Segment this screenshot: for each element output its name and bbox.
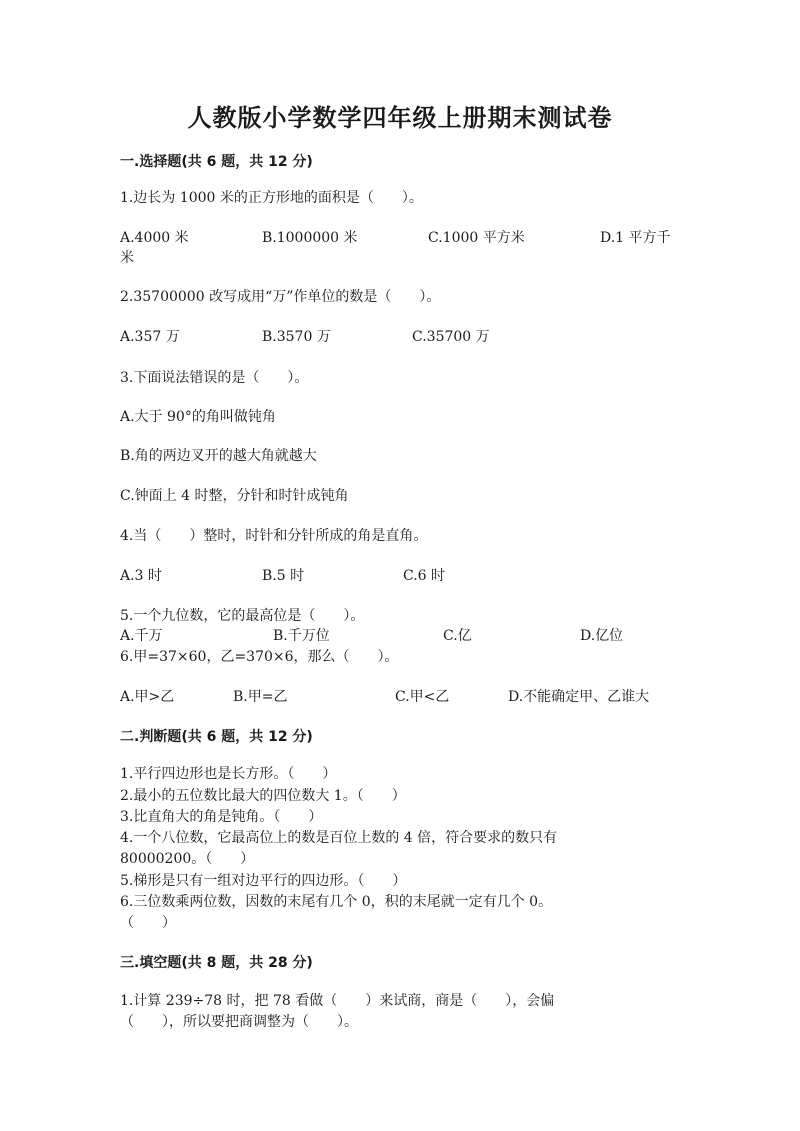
question-1-6-option-d: D.不能确定甲、乙谁大	[508, 689, 650, 705]
question-1-1-option-d-wrap: 米	[120, 250, 134, 266]
judgement-item: 3.比直角大的角是钝角。（ ）	[120, 809, 323, 825]
section-3-heading: 三.填空题(共 8 题，共 28 分)	[120, 955, 313, 971]
question-1-1-stem: 1.边长为 1000 米的正方形地的面积是（ ）。	[120, 190, 423, 206]
judgement-item: 4.一个八位数，它最高位上的数是百位上数的 4 倍，符合要求的数只有	[120, 830, 558, 846]
question-1-1-option-c: C.1000 平方米	[428, 230, 525, 246]
section-1-heading: 一.选择题(共 6 题，共 12 分)	[120, 154, 313, 170]
fill-blank-question-1-line-2: （ ），所以要把商调整为（ ）。	[120, 1014, 358, 1030]
section-2-heading: 二.判断题(共 6 题，共 12 分)	[120, 729, 313, 745]
question-1-2-option-a: A.357 万	[120, 329, 180, 345]
question-1-1-option-a: A.4000 米	[120, 230, 189, 246]
fill-blank-question-1-line-1: 1.计算 239÷78 时，把 78 看做（ ）来试商，商是（ ），会偏	[120, 993, 555, 1009]
question-1-6-option-a: A.甲>乙	[120, 689, 175, 705]
question-1-5-stem: 5.一个九位数，它的最高位是（ ）。	[120, 608, 365, 624]
question-1-6-option-c: C.甲<乙	[395, 689, 450, 705]
question-1-4-option-a: A.3 时	[120, 568, 162, 584]
question-1-1-option-d: D.1 平方千	[600, 230, 671, 246]
question-1-5-option-d: D.亿位	[580, 628, 624, 644]
question-1-6-option-b: B.甲=乙	[233, 689, 288, 705]
question-1-2-stem: 2.35700000 改写成用“万”作单位的数是（ ）。	[120, 289, 441, 305]
question-1-4-stem: 4.当（ ）整时，时针和分针所成的角是直角。	[120, 528, 428, 544]
question-1-2-option-c: C.35700 万	[412, 329, 490, 345]
question-1-3-option-a: A.大于 90°的角叫做钝角	[120, 409, 276, 425]
judgement-item: 2.最小的五位数比最大的四位数大 1。（ ）	[120, 788, 406, 804]
question-1-3-stem: 3.下面说法错误的是（ ）。	[120, 370, 309, 386]
judgement-item: 5.梯形是只有一组对边平行的四边形。（ ）	[120, 873, 407, 889]
question-1-5-option-a: A.千万	[120, 628, 163, 644]
question-1-5-option-c: C.亿	[443, 628, 472, 644]
page-title: 人教版小学数学四年级上册期末测试卷	[187, 103, 613, 132]
question-1-2-option-b: B.3570 万	[262, 329, 331, 345]
judgement-item: 6.三位数乘两位数，因数的末尾有几个 0，积的末尾就一定有几个 0。	[120, 894, 553, 910]
question-1-3-option-b: B.角的两边叉开的越大角就越大	[120, 448, 317, 464]
question-1-4-option-c: C.6 时	[403, 568, 446, 584]
question-1-6-stem: 6.甲=37×60，乙=370×6，那么（ ）。	[120, 649, 399, 665]
question-1-5-option-b: B.千万位	[273, 628, 330, 644]
question-1-4-option-b: B.5 时	[262, 568, 305, 584]
question-1-3-option-c: C.钟面上 4 时整，分针和时针成钝角	[120, 488, 349, 504]
judgement-item-wrap: 80000200。（ ）	[120, 851, 255, 867]
judgement-item: 1.平行四边形也是长方形。（ ）	[120, 766, 337, 782]
judgement-item-wrap: （ ）	[120, 915, 176, 931]
question-1-1-option-b: B.1000000 米	[262, 230, 358, 246]
